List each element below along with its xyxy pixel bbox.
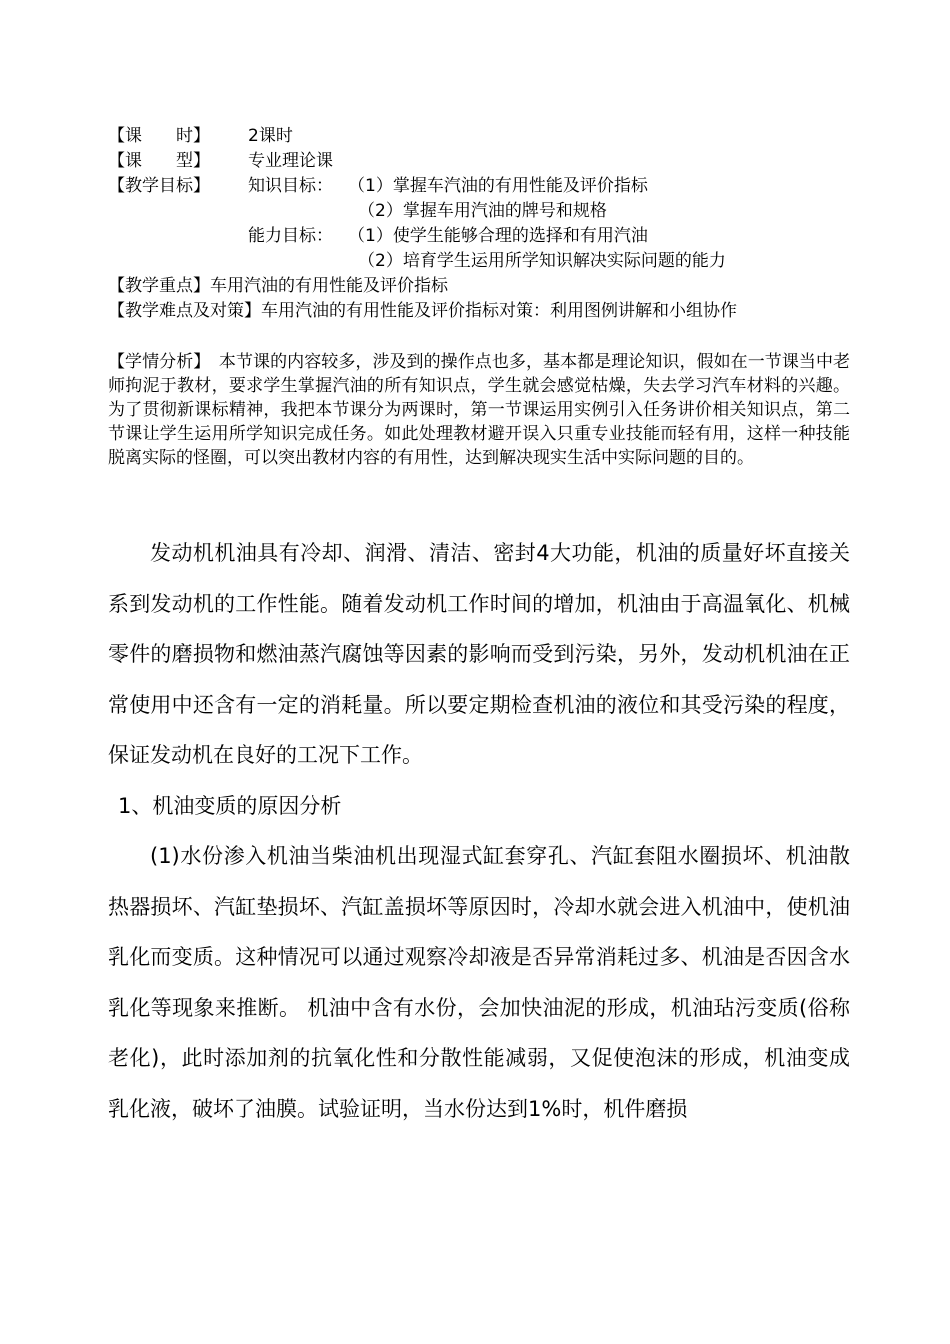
knowledge-row-2 (108, 199, 850, 224)
type-value: 专业理论课 (248, 151, 333, 171)
difficulty-row (108, 299, 850, 324)
knowledge-label: 知识目标： (248, 176, 333, 196)
period-row (108, 124, 850, 149)
ability-goal-1: （1）使学生能够合理的选择和有用汽油 (348, 226, 648, 246)
section-paragraph: (1)水份渗入机油当柴油机出现湿式缸套穿孔、汽缸套阻水圈损坏、机油散热器损坏、汽缸垫损坏、汽缸盖损坏等原因时，冷却水就会进入机油中，使机油乳化而变质。这种情况可以通过观察冷却液是否异常消耗过多、机油是否因含水乳化等现象来推断。 机油中含有水份，会加快油泥的形成，机油玷污变质(俗称老化)，此时添加剂的抗氧化性和分散性能减弱，又促使泡沫的形成，机油变成乳化液，破坏了油膜。试验证明，当水份达到1%时，机件磨损 (108, 844, 850, 1121)
type-label: 【课 型】 (108, 151, 210, 171)
analysis-label: 【学情分析】 (108, 352, 202, 372)
lesson-info-block (108, 124, 850, 324)
type-row (108, 149, 850, 174)
difficulty-label: 【教学难点及对策】 (108, 301, 261, 321)
difficulty-value: 车用汽油的有用性能及评价指标对策：利用图例讲解和小组协作 (261, 301, 737, 321)
ability-row (108, 224, 850, 249)
goals-row (108, 174, 850, 199)
analysis-paragraph (108, 350, 850, 470)
analysis-value: 本节课的内容较多，涉及到的操作点也多，基本都是理论知识，假如在一节课当中老师拘泥于教材，要求学生掌握汽油的所有知识点，学生就会感觉枯燥，失去学习汽车材料的兴趣。为了贯彻新课标精神，我把本节课分为两课时，第一节课运用实例引入任务讲价相关知识点，第二节课让学生运用所学知识完成任务。如此处理教材避开误入只重专业技能而轻有用，这样一种技能脱离实际的怪圈，可以突出教材内容的有用性，达到解决现实生活中实际问题的目的。 (108, 352, 851, 468)
section-heading: 1、机油变质的原因分析 (118, 793, 342, 818)
knowledge-goal-1: （1）掌握车汽油的有用性能及评价指标 (348, 176, 648, 196)
focus-value: 车用汽油的有用性能及评价指标 (210, 276, 448, 296)
ability-row-2 (108, 249, 850, 274)
ability-label: 能力目标： (248, 226, 333, 246)
goals-label: 【教学目标】 (108, 176, 210, 196)
period-label: 【课 时】 (108, 126, 210, 146)
ability-goal-2: （2）培育学生运用所学知识解决实际问题的能力 (358, 251, 726, 271)
focus-row (108, 274, 850, 299)
knowledge-goal-2: （2）掌握车用汽油的牌号和规格 (358, 201, 607, 221)
main-body (108, 528, 850, 1134)
intro-paragraph: 发动机机油具有冷却、润滑、清洁、密封4大功能，机油的质量好坏直接关系到发动机的工作性能。随着发动机工作时间的增加，机油由于高温氧化、机械零件的磨损物和燃油蒸汽腐蚀等因素的影响而受到污染，另外，发动机机油在正常使用中还含有一定的消耗量。所以要定期检查机油的液位和其受污染的程度，保证发动机在良好的工况下工作。 (108, 541, 850, 767)
period-value: 2课时 (248, 126, 293, 146)
focus-label: 【教学重点】 (108, 276, 210, 296)
